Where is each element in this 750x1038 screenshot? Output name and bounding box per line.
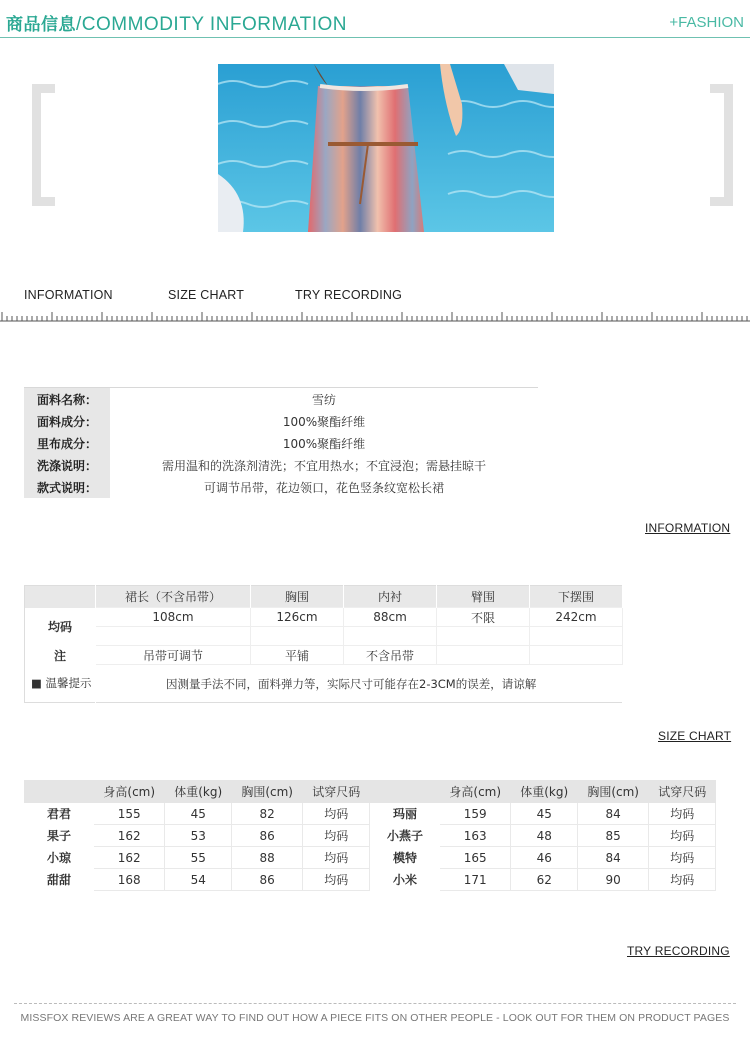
table-cell xyxy=(530,627,623,646)
right-bracket-decoration xyxy=(710,84,733,206)
fashion-tag: +FASHION xyxy=(669,14,744,31)
table-row xyxy=(24,410,538,432)
table-cell: 54 xyxy=(165,869,231,891)
table-cell: 吊带可调节 xyxy=(96,646,251,665)
table-row xyxy=(24,476,538,498)
tip-label: ■ 温馨提示 xyxy=(25,665,96,703)
table-header-row xyxy=(25,586,623,608)
info-label: 里布成分： xyxy=(24,432,110,454)
row-label: 注 xyxy=(25,646,96,665)
table-cell: 108cm xyxy=(96,608,251,627)
table-cell: 171 xyxy=(440,869,511,891)
info-value: 100%聚酯纤维 xyxy=(282,436,366,451)
model-name: 模特 xyxy=(371,847,440,869)
info-label: 面料成分： xyxy=(24,410,110,432)
corner-cell xyxy=(25,586,96,608)
table-cell: 242cm xyxy=(530,608,623,627)
column-header: 试穿尺码 xyxy=(303,781,370,803)
table-cell: 均码 xyxy=(649,803,716,825)
table-cell: 84 xyxy=(577,847,648,869)
model-name: 小燕子 xyxy=(371,825,440,847)
table-cell: 不限 xyxy=(437,608,530,627)
table-row xyxy=(24,432,538,454)
table-cell: 62 xyxy=(511,869,577,891)
table-cell: 90 xyxy=(577,869,648,891)
table-cell: 46 xyxy=(511,847,577,869)
left-bracket-decoration xyxy=(32,84,55,206)
table-cell xyxy=(437,646,530,665)
table-cell: 不含吊带 xyxy=(344,646,437,665)
table-cell: 88 xyxy=(231,847,302,869)
table-cell xyxy=(437,627,530,646)
table-cell: 48 xyxy=(511,825,577,847)
table-row xyxy=(25,608,623,627)
ruler-divider xyxy=(0,306,750,324)
information-link[interactable]: INFORMATION xyxy=(645,521,731,535)
table-cell: 86 xyxy=(231,869,302,891)
title-en: /COMMODITY INFORMATION xyxy=(76,14,348,35)
table-cell: 168 xyxy=(94,869,165,891)
column-header: 下摆围 xyxy=(530,586,623,608)
table-row xyxy=(24,388,538,411)
column-header: 胸围(cm) xyxy=(231,781,302,803)
nav-try-recording[interactable]: TRY RECORDING xyxy=(295,288,403,302)
model-name: 玛丽 xyxy=(371,803,440,825)
table-row xyxy=(25,847,370,869)
footer-divider xyxy=(14,1003,736,1004)
table-row xyxy=(371,847,716,869)
table-row xyxy=(25,627,623,646)
column-header: 体重(kg) xyxy=(165,781,231,803)
corner-cell xyxy=(25,781,94,803)
page-title xyxy=(6,10,347,36)
table-cell xyxy=(530,646,623,665)
table-row xyxy=(371,825,716,847)
table-row xyxy=(25,803,370,825)
table-cell: 88cm xyxy=(344,608,437,627)
corner-cell xyxy=(371,781,440,803)
table-header-row xyxy=(371,781,716,803)
table-cell: 均码 xyxy=(649,847,716,869)
nav-size-chart[interactable]: SIZE CHART xyxy=(168,288,245,302)
column-header: 身高(cm) xyxy=(94,781,165,803)
info-value: 100%聚酯纤维 xyxy=(282,414,366,429)
fit-record-table-left xyxy=(24,780,370,891)
fabric-info-table xyxy=(24,387,538,498)
table-row xyxy=(25,869,370,891)
table-cell: 均码 xyxy=(649,869,716,891)
table-cell xyxy=(96,627,251,646)
table-cell: 155 xyxy=(94,803,165,825)
model-name: 君君 xyxy=(25,803,94,825)
footer-text: MISSFOX REVIEWS ARE A GREAT WAY TO FIND OUT HOW A PIECE FITS ON OTHER PEOPLE - LOOK OUT FOR THEM ON PRODUCT PAGES xyxy=(20,1012,730,1024)
fit-record-table-right xyxy=(370,780,716,891)
table-cell: 均码 xyxy=(303,847,370,869)
info-value: 雪纺 xyxy=(110,388,538,411)
column-header: 臂围 xyxy=(437,586,530,608)
table-cell: 165 xyxy=(440,847,511,869)
table-cell: 55 xyxy=(165,847,231,869)
model-name: 小米 xyxy=(371,869,440,891)
column-header: 身高(cm) xyxy=(440,781,511,803)
row-label: 均码 xyxy=(25,608,96,646)
title-cn: 商品信息 xyxy=(6,15,76,35)
tip-text: 因测量手法不同，面料弹力等，实际尺寸可能存在2-3CM的误差，请谅解 xyxy=(96,665,623,703)
info-label: 面料名称： xyxy=(24,388,110,411)
table-row xyxy=(25,825,370,847)
table-cell: 平铺 xyxy=(251,646,344,665)
table-cell: 均码 xyxy=(303,869,370,891)
size-chart-link[interactable]: SIZE CHART xyxy=(658,729,732,743)
table-cell: 82 xyxy=(231,803,302,825)
column-header: 体重(kg) xyxy=(511,781,577,803)
column-header: 裙长（不含吊带） xyxy=(96,586,251,608)
table-cell: 45 xyxy=(511,803,577,825)
nav-information[interactable]: INFORMATION xyxy=(24,288,113,302)
tip-row xyxy=(25,665,623,703)
table-cell: 均码 xyxy=(649,825,716,847)
table-cell: 84 xyxy=(577,803,648,825)
column-header: 胸围 xyxy=(251,586,344,608)
info-label: 款式说明： xyxy=(24,476,110,498)
table-header-row xyxy=(25,781,370,803)
table-cell: 159 xyxy=(440,803,511,825)
table-cell: 85 xyxy=(577,825,648,847)
product-photo-illustration xyxy=(218,64,554,232)
table-row xyxy=(24,454,538,476)
column-header: 内衬 xyxy=(344,586,437,608)
table-cell xyxy=(344,627,437,646)
table-row xyxy=(371,869,716,891)
table-row xyxy=(371,803,716,825)
model-name: 甜甜 xyxy=(25,869,94,891)
product-photo xyxy=(218,64,554,232)
table-cell: 162 xyxy=(94,825,165,847)
table-cell: 86 xyxy=(231,825,302,847)
table-row xyxy=(25,646,623,665)
table-cell: 45 xyxy=(165,803,231,825)
try-recording-link[interactable]: TRY RECORDING xyxy=(627,944,730,958)
table-cell: 53 xyxy=(165,825,231,847)
info-label: 洗涤说明： xyxy=(24,454,110,476)
info-value: 需用温和的洗涤剂清洗；不宜用热水；不宜浸泡；需悬挂晾干 xyxy=(161,458,486,473)
table-cell: 163 xyxy=(440,825,511,847)
column-header: 胸围(cm) xyxy=(577,781,648,803)
table-cell: 126cm xyxy=(251,608,344,627)
model-name: 小琼 xyxy=(25,847,94,869)
table-cell: 均码 xyxy=(303,825,370,847)
table-cell: 162 xyxy=(94,847,165,869)
size-chart-table xyxy=(24,585,623,703)
table-cell: 均码 xyxy=(303,803,370,825)
table-cell xyxy=(251,627,344,646)
header-divider xyxy=(0,37,750,38)
model-name: 果子 xyxy=(25,825,94,847)
column-header: 试穿尺码 xyxy=(649,781,716,803)
info-value: 可调节吊带，花边领口，花色竖条纹宽松长裙 xyxy=(203,480,444,495)
